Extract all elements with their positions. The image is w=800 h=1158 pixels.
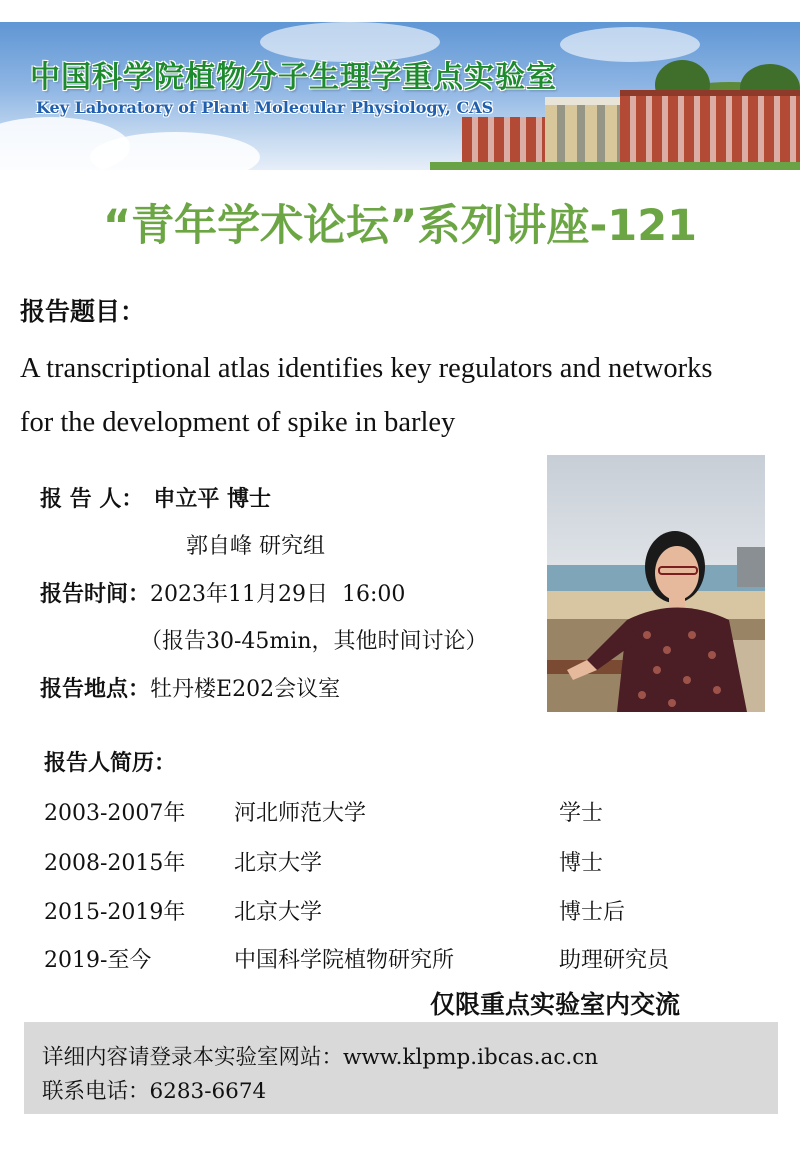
speaker-photo [547,455,765,712]
lab-name-cn: 中国科学院植物分子生理学重点实验室 [30,60,557,95]
cv-period: 2015-2019年 [44,900,186,925]
speaker-name: 申立平 博士 [153,486,271,512]
header-banner [0,22,800,170]
phone-line: 联系电话：6283-6674 [42,1079,267,1104]
speaker-row [40,482,271,513]
building [545,105,620,167]
series-title: “青年学术论坛”系列讲座-121 [102,201,698,251]
lawn [430,162,800,170]
talk-title-line: for the development of spike in barley [20,407,456,438]
speaker-photo-illustration [547,455,765,712]
topic-label: 报告题目： [20,297,146,326]
cv-period: 2008-2015年 [44,851,186,876]
building-roof [545,97,620,105]
cv-institution: 北京大学 [234,900,323,925]
time-row [40,577,405,608]
website-line: 详细内容请登录本实验室网站：www.klpmp.ibcas.ac.cn [42,1045,599,1070]
cv-period: 2003-2007年 [44,801,186,826]
talk-title [20,342,790,450]
contact-footer [24,1022,778,1114]
time-note: （报告30-45min，其他时间讨论） [140,629,488,654]
cv-institution: 河北师范大学 [234,801,367,826]
speaker-label: 报 告 人： [40,486,144,512]
cv-degree: 博士后 [559,900,626,925]
building [620,94,800,167]
building-roof [620,90,800,96]
location-value: 牡丹楼E202会议室 [150,677,341,702]
cv-period: 2019-至今 [44,948,152,973]
lab-name-en: Key Laboratory of Plant Molecular Physiology, CAS [36,98,494,117]
cv-label: 报告人简历： [44,750,177,776]
cv-degree: 学士 [559,801,604,826]
talk-title-line: A transcriptional atlas identifies key regulators and networks [20,353,713,384]
time-label: 报告时间： [40,581,151,607]
cv-degree: 助理研究员 [559,948,670,973]
time-value: 2023年11月29日 16:00 [150,582,406,607]
internal-notice: 仅限重点实验室内交流 [430,990,681,1019]
speaker-group: 郭自峰 研究组 [186,534,325,559]
location-label: 报告地点： [40,676,151,702]
location-row [40,672,340,703]
cloud-decoration [560,27,700,62]
cv-institution: 中国科学院植物研究所 [234,948,455,973]
cv-degree: 博士 [559,851,604,876]
cv-institution: 北京大学 [234,851,323,876]
